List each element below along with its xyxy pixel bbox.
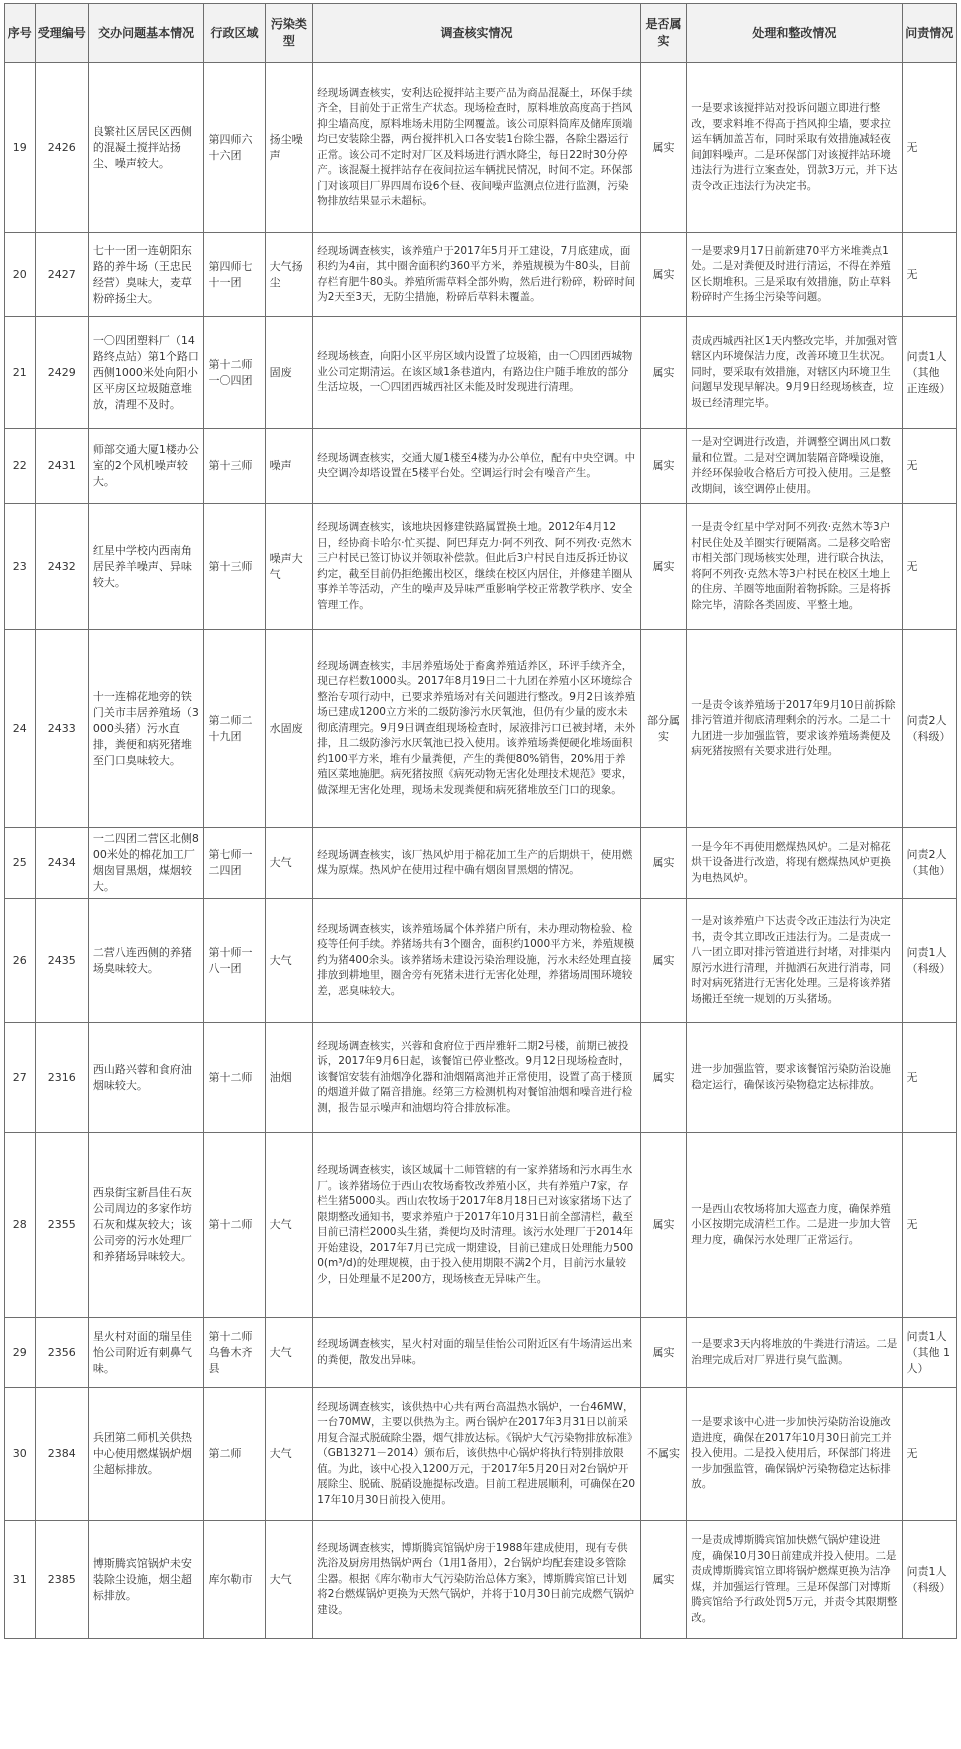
- header-issue-description: 交办问题基本情况: [88, 4, 204, 63]
- cell-rectification: 一是对该养殖户下达责令改正违法行为决定书，责令其立即改正违法行为。二是责成一八一团立即对排污管道进行封堵，对排渠内原污水进行清理，并抛洒石灰进行消毒，同时对病死猪进行无害化处理。三是将该养猪场搬迁至统一规划的万头猪场。: [687, 899, 902, 1023]
- cell-case-number: 2431: [35, 429, 88, 504]
- cell-issue-description: 二营八连西侧的养猪场臭味较大。: [88, 899, 204, 1023]
- header-row: [5, 4, 957, 63]
- cell-district: 第十二师一〇四团: [204, 317, 265, 429]
- cell-seq: 22: [5, 429, 36, 504]
- cell-rectification: 一是要求3天内将堆放的牛粪进行清运。二是治理完成后对厂界进行臭气监测。: [687, 1318, 902, 1388]
- cell-issue-description: 一〇四团塑料厂（14路终点站）第1个路口西侧1000米处向阳小区平房区垃圾随意堆放，清理不及时。: [88, 317, 204, 429]
- table-row: [5, 63, 957, 233]
- cell-pollution-type: 大气: [265, 1133, 313, 1318]
- cell-investigation: 经现场调查核实，博斯腾宾馆锅炉房于1988年建成使用，现有专供洗浴及厨房用热锅炉两台（1用1备用），2台锅炉均配套建设多管除尘器。根据《库尔勒市大气污染防治总体方案》，博斯腾宾馆已计划将2台燃煤锅炉更换为天然气锅炉，并将于10月30日前完成燃气锅炉建设。: [313, 1521, 641, 1639]
- cell-rectification: 进一步加强监管，要求该餐馆污染防治设施稳定运行，确保该污染物稳定达标排放。: [687, 1023, 902, 1133]
- table-row: [5, 233, 957, 317]
- cell-rectification: 一是责成博斯腾宾馆加快燃气锅炉建设进度，确保10月30日前建成并投入使用。二是责成博斯腾宾馆立即将锅炉燃煤更换为洁净煤，并加强运行管理。三是环保部门对博斯腾宾馆给予行政处罚5万元，并责令其限期整改。: [687, 1521, 902, 1639]
- table-row: [5, 429, 957, 504]
- cell-district: 第十二师乌鲁木齐县: [204, 1318, 265, 1388]
- cell-pollution-type: 大气: [265, 828, 313, 899]
- cell-accountability: 无: [902, 1133, 956, 1318]
- cell-seq: 30: [5, 1388, 36, 1521]
- table-row: [5, 1388, 957, 1521]
- table-row: [5, 828, 957, 899]
- cell-pollution-type: 大气: [265, 1318, 313, 1388]
- cell-accountability: 无: [902, 63, 956, 233]
- cell-district: 第十二师: [204, 1133, 265, 1318]
- cell-investigation: 经现场调查核实，该养殖场属个体养猪户所有，未办理动物检验、检疫等任何手续。养猪场共有3个圈舍，面积约1000平方米，养殖规模约为猪400余头。该养猪场未建设污染治理设施，污水未经处理直接排放到耕地里，圈舍旁有死猪未进行无害化处理，养猪场周围环境较差，恶臭味较大。: [313, 899, 641, 1023]
- cell-verified: 属实: [640, 1023, 686, 1133]
- cell-accountability: 问责1人（科级）: [902, 899, 956, 1023]
- table-row: [5, 1133, 957, 1318]
- cell-accountability: 无: [902, 429, 956, 504]
- cell-verified: 属实: [640, 504, 686, 630]
- cell-case-number: 2356: [35, 1318, 88, 1388]
- cell-district: 第七师一二四团: [204, 828, 265, 899]
- cell-issue-description: 西山路兴蓉和食府油烟味较大。: [88, 1023, 204, 1133]
- cell-accountability: 问责2人（其他）: [902, 828, 956, 899]
- cell-district: 库尔勒市: [204, 1521, 265, 1639]
- cell-investigation: 经现场调查核实，安利达砼搅拌站主要产品为商品混凝土，环保手续齐全，目前处于正常生产状态。现场检查时，原料堆放高度高于挡风抑尘墙高度，原料堆场未用防尘网覆盖。该公司原料筒库及储库顶端均已安装除尘器，两台搅拌机入口各安装1台除尘器，各除尘器运行正常。该公司不定时对厂区及料场进行洒水降尘，每日22时30分停产。该混凝土搅拌站存在夜间拉运车辆扰民情况，时间不定。环保部门对该项目厂界四周布设6个昼、夜间噪声监测点位进行监测，污染物排放结果显示未超标。: [313, 63, 641, 233]
- header-verified: 是否属实: [640, 4, 686, 63]
- cell-case-number: 2429: [35, 317, 88, 429]
- cell-district: 第二师二十九团: [204, 630, 265, 828]
- cell-case-number: 2432: [35, 504, 88, 630]
- complaint-table: [4, 3, 957, 1639]
- cell-pollution-type: 噪声大气: [265, 504, 313, 630]
- cell-case-number: 2384: [35, 1388, 88, 1521]
- cell-verified: 属实: [640, 63, 686, 233]
- cell-seq: 25: [5, 828, 36, 899]
- cell-pollution-type: 油烟: [265, 1023, 313, 1133]
- cell-verified: 属实: [640, 1318, 686, 1388]
- cell-seq: 27: [5, 1023, 36, 1133]
- cell-issue-description: 星火村对面的瑞呈佳怡公司附近有刺鼻气味。: [88, 1318, 204, 1388]
- cell-seq: 20: [5, 233, 36, 317]
- cell-investigation: 经现场调查核实，丰居养殖场处于畜禽养殖适养区，环评手续齐全，现已存栏数1000头。2017年8月19日二十九团在养殖小区环境综合整治专项行动中，已要求养殖场对有关问题进行整改。9月2日该养殖场已建成1200立方米的二级防渗污水厌氧池，但仍有少量的废水未彻底清理完。9月9日调查组现场检查时，尿液排污口已被封堵，未外排，且二级防渗污水厌氧池已投入使用。该养殖场粪便硬化堆场面积约100平方米，堆有少量粪便，产生的粪便80%销售，20%用于养殖区菜地施肥。病死猪按照《病死动物无害化处理技术规范》要求，做深埋无害化处理，现场未发现粪便和病死猪堆放至门口的现象。: [313, 630, 641, 828]
- header-district: 行政区域: [204, 4, 265, 63]
- cell-issue-description: 一二四团二营区北侧800米处的棉花加工厂烟囱冒黑烟，煤烟较大。: [88, 828, 204, 899]
- cell-pollution-type: 大气: [265, 899, 313, 1023]
- cell-investigation: 经现场核查，向阳小区平房区域内设置了垃圾箱，由一〇四团西城物业公司定期清运。在该区域1条巷道内，有路边住户随手堆放的部分生活垃圾，一〇四团西城西社区未能及时发现进行清理。: [313, 317, 641, 429]
- cell-seq: 19: [5, 63, 36, 233]
- cell-verified: 属实: [640, 233, 686, 317]
- cell-pollution-type: 大气: [265, 1388, 313, 1521]
- cell-seq: 29: [5, 1318, 36, 1388]
- cell-district: 第十三师: [204, 504, 265, 630]
- header-pollution-type: 污染类型: [265, 4, 313, 63]
- cell-rectification: 一是责令红星中学对阿不列孜·克然木等3户村民住处及羊圈实行硬隔离。二是移交哈密市相关部门现场核实处理，进行联合执法，将阿不列孜·克然木等3户村民在校区土地上的住房、羊圈等地面附着物拆除。三是将拆除完毕，清除各类固废、平整土地。: [687, 504, 902, 630]
- cell-seq: 21: [5, 317, 36, 429]
- cell-investigation: 经现场调查核实，该厂热风炉用于棉花加工生产的后期烘干，使用燃煤为原煤。热风炉在使用过程中确有烟囱冒黑烟的情况。: [313, 828, 641, 899]
- cell-seq: 31: [5, 1521, 36, 1639]
- cell-district: 第四师六十六团: [204, 63, 265, 233]
- cell-case-number: 2355: [35, 1133, 88, 1318]
- cell-rectification: 一是今年不再使用燃煤热风炉。二是对棉花烘干设备进行改造，将现有燃煤热风炉更换为电热风炉。: [687, 828, 902, 899]
- cell-case-number: 2316: [35, 1023, 88, 1133]
- table-row: [5, 1521, 957, 1639]
- cell-issue-description: 西泉街宝新昌佳石灰公司周边的多家作坊石灰和煤灰较大；该公司旁的污水处理厂和养猪场异味较大。: [88, 1133, 204, 1318]
- table-row: [5, 1023, 957, 1133]
- cell-district: 第十三师: [204, 429, 265, 504]
- cell-verified: 属实: [640, 1133, 686, 1318]
- header-accountability: 问责情况: [902, 4, 956, 63]
- cell-seq: 23: [5, 504, 36, 630]
- cell-verified: 属实: [640, 429, 686, 504]
- cell-district: 第四师七十一团: [204, 233, 265, 317]
- cell-pollution-type: 水固废: [265, 630, 313, 828]
- cell-verified: 属实: [640, 317, 686, 429]
- cell-rectification: 一是对空调进行改造，并调整空调出风口数量和位置。二是对空调加装隔音降噪设施，并经环保验收合格后方可投入使用。三是整改期间，该空调停止使用。: [687, 429, 902, 504]
- cell-rectification: 一是要求9月17日前新建70平方米堆粪点1处。二是对粪便及时进行清运，不得在养殖区长期堆积。三是采取有效措施，防止草料粉碎时产生扬尘污染等问题。: [687, 233, 902, 317]
- cell-investigation: 经现场调查核实，交通大厦1楼至4楼为办公单位，配有中央空调。中央空调冷却塔设置在5楼平台处。空调运行时会有噪音产生。: [313, 429, 641, 504]
- cell-pollution-type: 固废: [265, 317, 313, 429]
- cell-issue-description: 博斯腾宾馆锅炉未安装除尘设施，烟尘超标排放。: [88, 1521, 204, 1639]
- header-rectification: 处理和整改情况: [687, 4, 902, 63]
- cell-case-number: 2427: [35, 233, 88, 317]
- cell-investigation: 经现场调查核实，星火村对面的瑞呈佳怡公司附近区有牛场清运出来的粪便，散发出异味。: [313, 1318, 641, 1388]
- cell-seq: 24: [5, 630, 36, 828]
- cell-pollution-type: 扬尘噪声: [265, 63, 313, 233]
- cell-investigation: 经现场调查核实，该养殖户于2017年5月开工建设，7月底建成，面积约为4亩，其中圈舍面积约360平方米，养殖规模为牛80头，目前存栏育肥牛80头。养殖所需草料全部外购，然后进行粉碎，粉碎时间为2天至3天，无防尘措施，粉碎后草料未覆盖。: [313, 233, 641, 317]
- cell-rectification: 一是责令该养殖场于2017年9月10日前拆除排污管道并彻底清理剩余的污水。二是二十九团进一步加强监管，要求该养殖场粪便及病死猪按照有关要求进行处理。: [687, 630, 902, 828]
- cell-case-number: 2385: [35, 1521, 88, 1639]
- cell-rectification: 责成西城西社区1天内整改完毕，并加强对管辖区内环境保洁力度，改善环境卫生状况。同时，要采取有效措施，对辖区内环境卫生问题早发现早解决。9月9日经现场核查，垃圾已经清理完毕。: [687, 317, 902, 429]
- cell-verified: 部分属实: [640, 630, 686, 828]
- cell-seq: 26: [5, 899, 36, 1023]
- cell-accountability: 问责1人（其他 正连级）: [902, 317, 956, 429]
- cell-verified: 属实: [640, 899, 686, 1023]
- header-case-number: 受理编号: [35, 4, 88, 63]
- header-seq: 序号: [5, 4, 36, 63]
- cell-pollution-type: 噪声: [265, 429, 313, 504]
- cell-case-number: 2433: [35, 630, 88, 828]
- cell-rectification: 一是要求该搅拌站对投诉问题立即进行整改，要求料堆不得高于挡风抑尘墙，要求拉运车辆加盖苫布，同时采取有效措施减轻夜间卸料噪声。二是环保部门对该搅拌站环境违法行为进行立案查处，罚款3万元，并下达责令改正违法行为决定书。: [687, 63, 902, 233]
- header-investigation: 调查核实情况: [313, 4, 641, 63]
- cell-issue-description: 师部交通大厦1楼办公室的2个风机噪声较大。: [88, 429, 204, 504]
- cell-accountability: 无: [902, 504, 956, 630]
- cell-case-number: 2435: [35, 899, 88, 1023]
- cell-accountability: 问责1人（其他 1人）: [902, 1318, 956, 1388]
- cell-issue-description: 兵团第二师机关供热中心使用燃煤锅炉烟尘超标排放。: [88, 1388, 204, 1521]
- table-row: [5, 1318, 957, 1388]
- cell-rectification: 一是要求该中心进一步加快污染防治设施改造进度，确保在2017年10月30日前完工并投入使用。二是投入使用后，环保部门将进一步加强监管，确保锅炉污染物稳定达标排放。: [687, 1388, 902, 1521]
- cell-pollution-type: 大气扬尘: [265, 233, 313, 317]
- cell-case-number: 2426: [35, 63, 88, 233]
- cell-district: 第十师一八一团: [204, 899, 265, 1023]
- cell-accountability: 问责2人（科级）: [902, 630, 956, 828]
- cell-accountability: 无: [902, 1023, 956, 1133]
- table-row: [5, 630, 957, 828]
- cell-seq: 28: [5, 1133, 36, 1318]
- cell-issue-description: 红星中学校内西南角居民养羊噪声、异味较大。: [88, 504, 204, 630]
- table-row: [5, 899, 957, 1023]
- table-row: [5, 504, 957, 630]
- cell-district: 第二师: [204, 1388, 265, 1521]
- cell-verified: 属实: [640, 828, 686, 899]
- cell-issue-description: 七十一团一连朝阳东路的养牛场（王忠民经营）臭味大，麦草粉碎扬尘大。: [88, 233, 204, 317]
- cell-verified: 不属实: [640, 1388, 686, 1521]
- cell-accountability: 问责1人（科级）: [902, 1521, 956, 1639]
- cell-investigation: 经现场调查核实，该供热中心共有两台高温热水锅炉，一台46MW，一台70MW，主要以供热为主。两台锅炉在2017年3月31日以前采用复合湿式脱硫除尘器，烟气排放达标。《锅炉大气污染物排放标准》（GB13271－2014）颁布后，该供热中心锅炉将执行特别排放限值。为此，该中心投入1200万元，于2017年5月20日对2台锅炉开展除尘、脱硫、脱硝设施提标改造。目前工程进展顺利，可确保在2017年10月30日前投入使用。: [313, 1388, 641, 1521]
- cell-investigation: 经现场调查核实，该地块因修建铁路属置换土地。2012年4月12日，经协商卡哈尔·忙买提、阿巴拜克力·阿不列孜、阿不列孜·克然木三户村民已签订协议并领取补偿款。但此后3户村民自违反拆迁协议约定，截至目前仍拒绝搬出校区，继续在校区内居住，并修建羊圈从事养羊等活动，产生的噪声及异味严重影响学校正常教学秩序、安全管理工作。: [313, 504, 641, 630]
- cell-investigation: 经现场调查核实，兴蓉和食府位于西岸雅轩二期2号楼，前期已被投诉，2017年9月6日起，该餐馆已停业整改。9月12日现场检查时，该餐馆安装有油烟净化器和油烟隔离池并正常使用，设置了高于楼顶的烟道并做了隔音措施。经第三方检测机构对餐馆油烟和噪音进行检测，报告显示噪声和油烟均符合排放标准。: [313, 1023, 641, 1133]
- cell-investigation: 经现场调查核实，该区域属十二师管辖的有一家养猪场和污水再生水厂。该养猪场位于西山农牧场畜牧改养殖小区，共有养殖户7家，存栏生猪5000头。西山农牧场于2017年8月18日已对该家猪场下达了限期整改通知书，要求养殖户于2017年10月31日前全部清栏，截至目前已清栏2000头生猪，粪便均及时清理。该污水处理厂于2014年开始建设，2017年7月已完成一期建设，目前已建成日处理能力5000(m³/d)的处理规模，由于投入使用期限不满2个月，目前污水量较少，日处理量不足200方，现场核查无异味产生。: [313, 1133, 641, 1318]
- cell-issue-description: 良繁社区居民区西侧的混凝土搅拌站扬尘、噪声较大。: [88, 63, 204, 233]
- cell-accountability: 无: [902, 1388, 956, 1521]
- table-row: [5, 317, 957, 429]
- cell-pollution-type: 大气: [265, 1521, 313, 1639]
- cell-district: 第十二师: [204, 1023, 265, 1133]
- cell-issue-description: 十一连棉花地旁的铁门关市丰居养殖场（3000头猪）污水直排，粪便和病死猪堆至门口臭味较大。: [88, 630, 204, 828]
- cell-accountability: 无: [902, 233, 956, 317]
- cell-case-number: 2434: [35, 828, 88, 899]
- cell-verified: 属实: [640, 1521, 686, 1639]
- cell-rectification: 一是西山农牧场将加大巡查力度，确保养殖小区按期完成清栏工作。二是进一步加大管理力度，确保污水处理厂正常运行。: [687, 1133, 902, 1318]
